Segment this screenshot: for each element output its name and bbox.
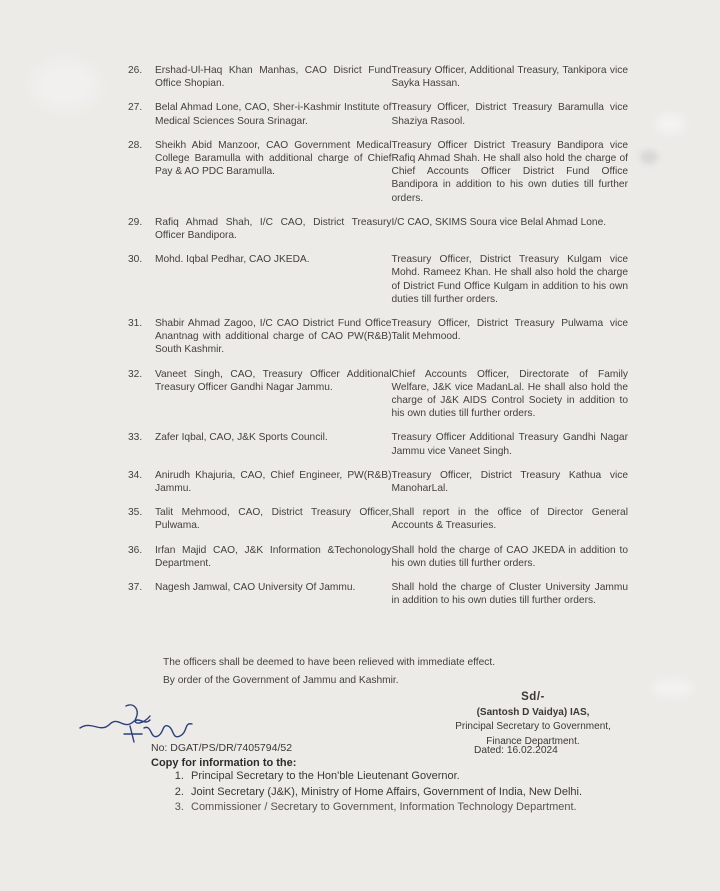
table-row [128, 544, 628, 581]
officer-new-posting: Treasury Officer, District Treasury Baramulla vice Shaziya Rasool. [391, 102, 628, 127]
row-number: 26. [128, 65, 143, 76]
officer-current-posting: Anirudh Khajuria, CAO, Chief Engineer, PW(R&B) Jammu. [154, 469, 392, 495]
table-row [128, 101, 628, 138]
signatory-role-line-1: Principal Secretary to Government, [455, 721, 611, 732]
table-body [128, 64, 628, 619]
row-number: 36. [128, 544, 143, 556]
officer-new-posting: Treasury Officer, District Treasury Kathua vice ManoharLal. [391, 469, 628, 495]
officer-current-posting: Irfan Majid CAO, J&K Information &Techonology Department. [154, 544, 392, 569]
officer-current-posting: Talit Mehmood, CAO, District Treasury Officer, Pulwama. [154, 507, 392, 532]
signature-block [418, 690, 648, 749]
table-row [128, 253, 628, 317]
table-row [128, 64, 628, 101]
officer-current-posting: Rafiq Ahmad Shah, I/C CAO, District Treasury Officer Bandipora. [154, 216, 392, 242]
scan-artifact [640, 150, 658, 164]
row-number: 27. [128, 102, 143, 114]
row-number: 30. [128, 254, 143, 266]
officer-new-posting: Treasury Officer, District Treasury Kulgam vice Mohd. Rameez Khan. He shall also hold the charge of District Fund Office Kulgam in addition to his own duties till further orders. [391, 254, 628, 305]
row-number: 32. [128, 368, 143, 380]
date-line: Dated: 16.02.2024 [474, 745, 558, 756]
table-row [128, 506, 628, 543]
officer-current-posting: Nagesh Jamwal, CAO University Of Jammu. [154, 582, 356, 594]
officer-current-posting: Shabir Ahmad Zagoo, I/C CAO District Fund Office Anantnag with additional charge of CAO PW(R&B) South Kashmir. [154, 318, 392, 356]
closing-statement-order: By order of the Government of Jammu and Kashmir. [163, 675, 399, 686]
officer-new-posting: Treasury Officer Additional Treasury Gandhi Nagar Jammu vice Vaneet Singh. [391, 432, 628, 457]
reference-number: No: DGAT/PS/DR/7405794/52 [151, 742, 293, 754]
row-number: 31. [128, 318, 143, 330]
table-row [128, 581, 628, 618]
scan-artifact [30, 60, 100, 110]
table-row [128, 469, 628, 506]
list-item: 2. Joint Secretary (J&K), Ministry of Home Affairs, Government of India, New Delhi. [187, 785, 582, 801]
officer-current-posting: Zafer Iqbal, CAO, J&K Sports Council. [154, 432, 328, 444]
row-number: 33. [128, 432, 143, 444]
scan-artifact [655, 115, 685, 133]
officer-current-posting: Belal Ahmad Lone, CAO, Sher-i-Kashmir Institute of Medical Sciences Soura Srinagar. [154, 102, 392, 127]
officer-new-posting: Treasury Officer, Additional Treasury, Tankipora vice Sayka Hassan. [391, 65, 628, 90]
officer-current-posting: Sheikh Abid Manzoor, CAO Government Medical College Baramulla with additional charge of Chief Pay & AO PDC Baramulla. [154, 139, 392, 178]
officer-new-posting: Shall hold the charge of CAO JKEDA in addition to his own duties till further orders. [391, 544, 628, 569]
officer-current-posting: Vaneet Singh, CAO, Treasury Officer Additional Treasury Officer Gandhi Nagar Jammu. [154, 368, 392, 393]
officer-new-posting: Treasury Officer District Treasury Bandipora vice Rafiq Ahmad Shah. He shall also hold the charge of Chief Accounts Officer District Fund Office Bandipora in addition to his own duties till further orders. [391, 139, 628, 204]
row-number: 35. [128, 507, 143, 519]
signature-sd: Sd/- [521, 691, 545, 703]
row-number: 37. [128, 582, 143, 594]
officer-new-posting: Chief Accounts Officer, Directorate of Family Welfare, J&K vice MadanLal. He shall also hold the charge of J&K AIDS Control Society in addition to his own duties till further orders. [391, 368, 628, 420]
officer-current-posting: Ershad-Ul-Haq Khan Manhas, CAO Disrict Fund Office Shopian. [154, 65, 392, 90]
officer-current-posting: Mohd. Iqbal Pedhar, CAO JKEDA. [154, 254, 310, 266]
copy-heading: Copy for information to the: [151, 757, 297, 769]
signatory-name: (Santosh D Vaidya) IAS, [476, 706, 590, 718]
transfer-order-table [128, 64, 628, 619]
table-row [128, 317, 628, 368]
table-row [128, 368, 628, 432]
signatory-role-line-2: Finance Department. [486, 735, 580, 747]
officer-new-posting: Treasury Officer, District Treasury Pulwama vice Talit Mehmood. [391, 318, 628, 343]
officer-new-posting: Shall hold the charge of Cluster University Jammu in addition to his own duties till further orders. [391, 582, 628, 607]
row-number: 29. [128, 216, 143, 228]
row-number: 34. [128, 469, 143, 481]
officer-new-posting: I/C CAO, SKIMS Soura vice Belal Ahmad Lone. [391, 216, 607, 228]
list-item: 3. Commissioner / Secretary to Government, Information Technology Department. [187, 800, 582, 816]
row-number: 28. [128, 139, 143, 151]
copy-distribution-list [155, 769, 582, 816]
list-item: 1. Principal Secretary to the Hon'ble Lieutenant Governor. [187, 769, 582, 785]
table-row [128, 139, 628, 216]
table-row [128, 431, 628, 468]
table-row [128, 216, 628, 253]
officer-new-posting: Shall report in the office of Director General Accounts & Treasuries. [391, 507, 628, 532]
closing-statement-relief: The officers shall be deemed to have been relieved with immediate effect. [163, 657, 496, 668]
